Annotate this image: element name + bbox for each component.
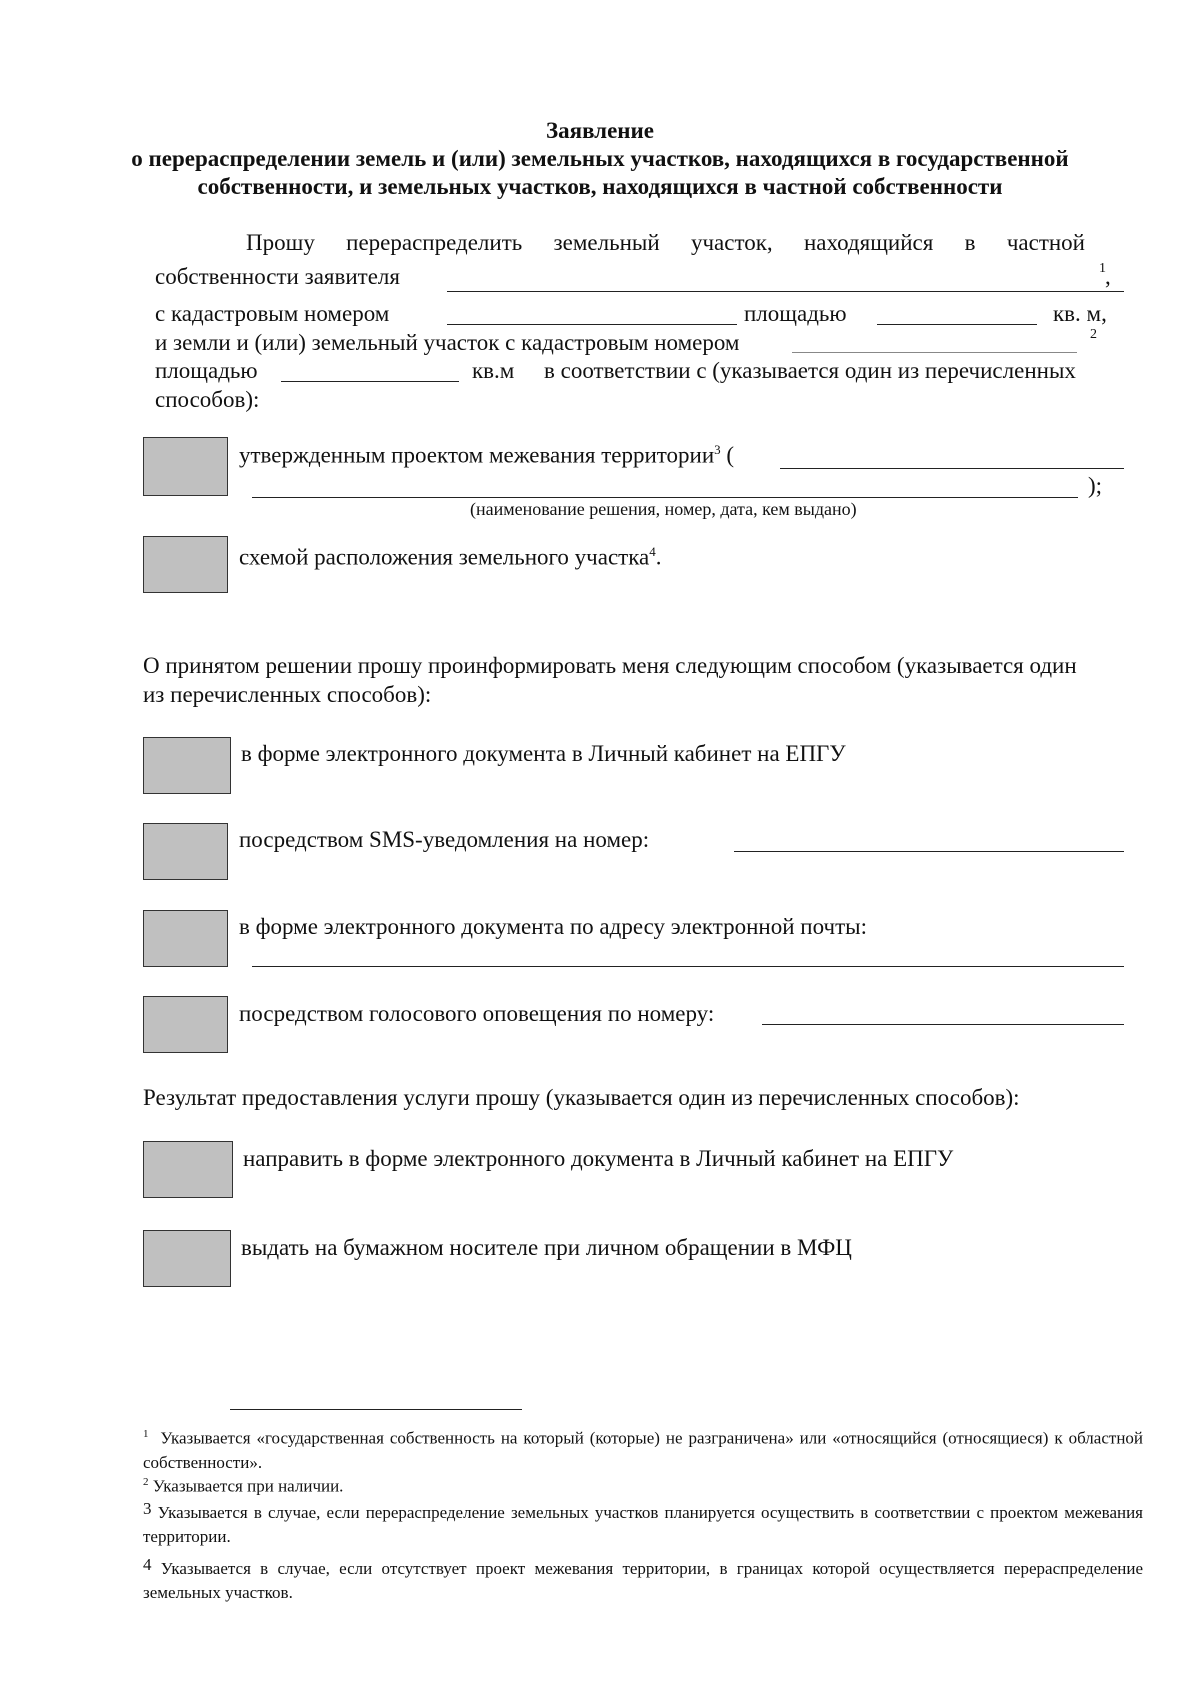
footnote-3-text: Указывается в случае, если перераспределение земельных участков планируется осуществить в соответствии с проектом межевания территории.	[143, 1503, 1144, 1546]
footnote-ref-2: 2	[1090, 327, 1097, 342]
footnote-separator	[230, 1409, 522, 1410]
basis-intro: в соответствии с (указывается один из перечисленных	[544, 358, 1076, 383]
notify-intro-line-1: О принятом решении прошу проинформировать меня следующим способом (указывается один	[143, 653, 1077, 678]
footnote-1-mark: 1	[143, 1428, 149, 1440]
footnote-3-mark: 3	[143, 1499, 152, 1518]
option-notify-sms: посредством SMS-уведомления на номер:	[239, 827, 650, 852]
area-label: площадью	[744, 301, 847, 326]
land-area-label: площадью	[155, 358, 258, 383]
cadastral-number-label: с кадастровым номером	[155, 301, 390, 326]
cadastral-number-field[interactable]	[447, 324, 737, 325]
email-field[interactable]	[252, 966, 1124, 967]
area-field[interactable]	[877, 324, 1037, 325]
option-notify-email: в форме электронного документа по адресу электронной почты:	[239, 914, 867, 939]
footnote-4-text: Указывается в случае, если отсутствует проект межевания территории, в границах которой осуществляется перераспределение земельных участков.	[143, 1559, 1143, 1602]
checkbox-notify-epgu[interactable]	[143, 737, 231, 794]
footnote-ref-1: 1	[1099, 261, 1106, 276]
option-notify-voice: посредством голосового оповещения по номеру:	[239, 1001, 715, 1026]
option-survey-project	[239, 443, 734, 467]
area-unit: кв. м,	[1053, 301, 1107, 326]
land-cadastral-field[interactable]	[792, 352, 1077, 353]
option-location-scheme	[239, 545, 662, 569]
basis-intro-end: способов):	[155, 387, 260, 412]
option-survey-project-label: утвержденным проектом межевания территории	[239, 442, 715, 468]
footnote-2-mark: 2	[143, 1476, 149, 1488]
sms-number-field[interactable]	[734, 851, 1124, 852]
footnote-2	[143, 1470, 1143, 1499]
land-area-unit: кв.м	[472, 358, 515, 383]
period: .	[655, 544, 662, 570]
owner-label: собственности заявителя	[155, 264, 400, 289]
land-cadastral-label: и земли и (или) земельный участок с кадастровым номером	[155, 330, 740, 355]
survey-project-field-1[interactable]	[780, 468, 1124, 469]
survey-project-caption: (наименование решения, номер, дата, кем выдано)	[470, 499, 857, 519]
checkbox-result-paper[interactable]	[143, 1230, 231, 1287]
checkbox-notify-voice[interactable]	[143, 996, 228, 1053]
footnote-ref-4: 4	[649, 544, 656, 559]
checkbox-survey-project[interactable]	[143, 437, 228, 496]
document-subtitle-line-1: о перераспределении земель и (или) земельных участков, находящихся в государственной	[131, 146, 1069, 171]
paren-open: (	[726, 442, 735, 468]
footnote-4-mark: 4	[143, 1555, 152, 1574]
option-notify-epgu: в форме электронного документа в Личный кабинет на ЕПГУ	[241, 741, 846, 766]
checkbox-notify-sms[interactable]	[143, 823, 228, 880]
document-subtitle-line-2: собственности, и земельных участков, находящихся в частной собственности	[197, 174, 1003, 199]
paren-close: );	[1088, 473, 1103, 498]
checkbox-notify-email[interactable]	[143, 910, 228, 967]
footnote-2-text: Указывается при наличии.	[152, 1476, 344, 1496]
survey-project-field-2[interactable]	[252, 497, 1078, 498]
owner-field[interactable]	[447, 291, 1124, 292]
voice-number-field[interactable]	[762, 1024, 1124, 1025]
footnote-1	[143, 1422, 1143, 1475]
footnote-4	[143, 1553, 1143, 1605]
footnote-ref-3: 3	[714, 442, 721, 457]
document-title: Заявление	[545, 118, 655, 143]
option-result-paper: выдать на бумажном носителе при личном обращении в МФЦ	[241, 1235, 852, 1260]
result-intro: Результат предоставления услуги прошу (указывается один из перечисленных способов):	[143, 1085, 1020, 1110]
footnote-3	[143, 1497, 1143, 1549]
footnote-1-text: Указывается «государственная собственность на который (которые) не разграничена» или «относящийся (относящиеся) к областной собственности».	[143, 1428, 1144, 1472]
option-result-epgu: направить в форме электронного документа в Личный кабинет на ЕПГУ	[243, 1146, 954, 1171]
notify-intro-line-2: из перечисленных способов):	[143, 682, 432, 707]
comma: ,	[1105, 264, 1111, 289]
intro-line-1: Прошу перераспределить земельный участок, находящийся в частной	[246, 230, 1085, 255]
checkbox-location-scheme[interactable]	[143, 536, 228, 593]
option-location-scheme-label: схемой расположения земельного участка	[239, 544, 650, 570]
land-area-field[interactable]	[281, 381, 459, 382]
checkbox-result-epgu[interactable]	[143, 1141, 233, 1198]
